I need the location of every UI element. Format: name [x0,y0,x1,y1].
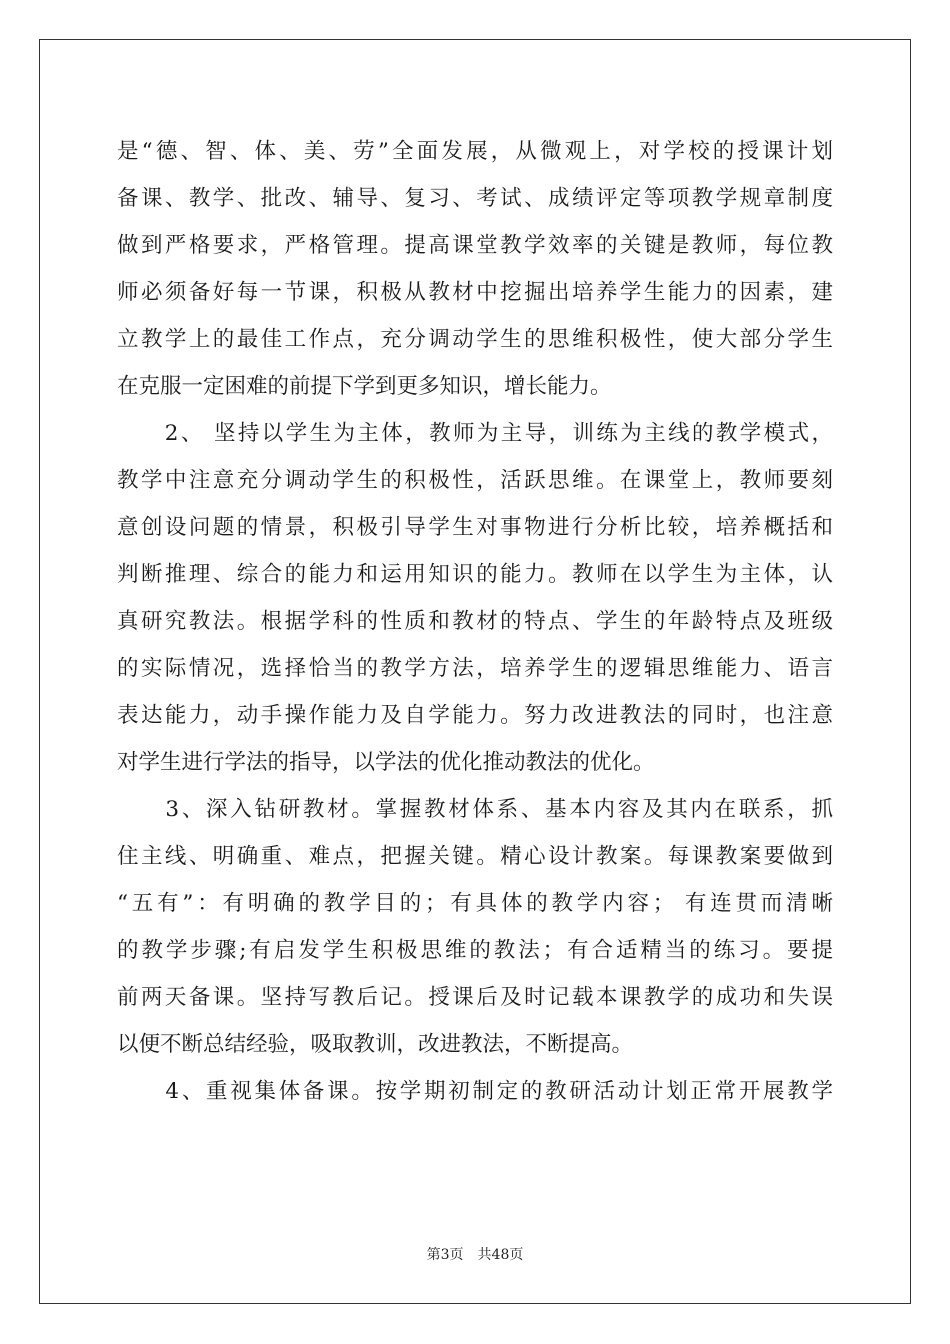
text-line: 表达能力，动手操作能力及自学能力。努力改进教法的同时，也注意 [117,703,833,728]
text-line: 住主线、明确重、难点，把握关键。精心设计教案。每课教案要做到 [117,844,833,869]
text-line: 以便不断总结经验，吸取教训，改进教法，不断提高。 [117,1032,634,1057]
text-line: 2、 坚持以学生为主体，教师为主导，训练为主线的教学模式， [117,421,833,446]
text-line: 立教学上的最佳工作点，充分调动学生的思维积极性，使大部分学生 [117,327,833,352]
text-line: 意创设问题的情景，积极引导学生对事物进行分析比较，培养概括和 [117,515,833,540]
text-line: 4、重视集体备课。按学期初制定的教研活动计划正常开展教学 [117,1079,833,1104]
text-line: 师必须备好每一节课，积极从教材中挖掘出培养学生能力的因素，建 [117,280,833,305]
text-line: 的教学步骤;有启发学生积极思维的教法；有合适精当的练习。要提 [117,938,833,963]
text-line: 真研究教法。根据学科的性质和教材的特点、学生的年龄特点及班级 [117,609,833,634]
page-number: 第3页 [426,1247,464,1263]
text-line: 做到严格要求，严格管理。提高课堂教学效率的关键是教师，每位教 [117,233,833,258]
text-line: 3、深入钻研教材。掌握教材体系、基本内容及其内在联系，抓 [117,797,833,822]
page-total: 共48页 [477,1247,524,1263]
text-line: 前两天备课。坚持写教后记。授课后及时记载本课教学的成功和失误 [117,985,833,1010]
text-line: 教学中注意充分调动学生的积极性，活跃思维。在课堂上，教师要刻 [117,468,833,493]
document-body [117,128,833,1115]
text-line: 的实际情况，选择恰当的教学方法，培养学生的逻辑思维能力、语言 [117,656,833,681]
text-line: 备课、教学、批改、辅导、复习、考试、成绩评定等项教学规章制度 [117,186,833,211]
text-line: “五有”：有明确的教学目的；有具体的教学内容； 有连贯而清晰 [117,891,833,916]
text-line: 在克服一定困难的前提下学到更多知识，增长能力。 [117,374,612,399]
text-line: 对学生进行学法的指导，以学法的优化推动教法的优化。 [117,750,655,775]
text-line: 是“德、智、体、美、劳”全面发展，从微观上，对学校的授课计划 [117,139,833,164]
page-footer [0,1244,950,1264]
text-line: 判断推理、综合的能力和运用知识的能力。教师在以学生为主体，认 [117,562,833,587]
